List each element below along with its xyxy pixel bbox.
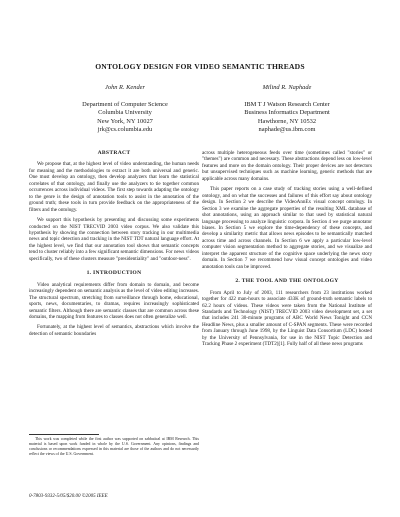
author-block-naphade (212, 84, 362, 135)
footnote: This work was completed while the first author was supported on sabbatical at IBM Research. This material is based upon work funded in whole by the U.S. Government. Any opinions, findings and conclusions or recommendations expressed in this material are those of the authors and do not necessarily reflect the views of the U.S. Government. (29, 437, 199, 457)
author-affiliation: Columbia University (98, 109, 152, 117)
abstract-paragraph: We propose that, at the highest level of video understanding, the human needs for meaning and the methodologies to extract it are both universal and generic. One must develop an ontology, then develop analyzers that learn the statistical correlates of that ontology, and finally use the analyzers to tie together common occurrences across individual videos. The first step towards adapting the ontology to the genre is the design of annotation tools to assist in the annotation of the ground truth; these tools in turn provide feedback on the appropriateness of the filters and the ontology. (29, 161, 199, 213)
author-block-kender (50, 84, 200, 135)
introduction-heading: 1. INTRODUCTION (86, 270, 142, 277)
introduction-paragraph: Video analytical requirements differ from domain to domain, and become increasingly dependent on semantic analysis as the level of video editing increases. The structural spectrum, stretching from surveillance through home, educational, sports, news, documentaries, to dramas, requires increasingly sophisticated semantic filters. Although there are semantic classes that are common across these domains, the mapping from features to classes does not often generalize well. (29, 281, 199, 320)
tool-section-paragraph: From April to July of 2003, 111 researchers from 23 institutions worked together for 422 man-hours to associate 433K of ground-truth semantic labels to 62.2 hours of videos. These videos were taken from the National Institute of Standards and Technology (NIST) TRECVID 2003 video development set, a set that includes 241 30-minute programs of ABC World News Tonight and CCN Headline News, plus a smaller amount of C-SPAN segments. These were recorded from January through June 1998, by the Linguist Data Consortium (LDC) hosted by the University of Pennsylvania, for use in the NIST Topic Detection and Tracking Phase 2 experiment (TDT2)[1]. Fully half of all these news programs (202, 289, 372, 348)
author-location: Hawthorne, NY 10532 (257, 117, 317, 125)
abstract-paragraph: We support this hypothesis by presenting and discussing some experiments conducted on the NIST TRECVID 2003 video corpus. We also validate this hypothesis by showing the connection between story tracking in our multimedia news and topic detection and tracking in the NIST TDT natural language effort. At the highest level, we find that our annotation tool shows that semantic concepts tend to cluster reliably into a few significant semantic dimensions. For news videos specifically, two of these clusters measure "presidentiality" and "outdoor-ness". (29, 217, 199, 262)
author-name: Milind R. Naphade (262, 84, 312, 91)
introduction-paragraph: This paper reports on a case study of tracking stories using a well-defined ontology, and on what the successes and failures of this effort say about ontology design. In Section 2 we describe the VideoAnnEx visual concept ontology. In Section 3 we examine the aggregate properties of the resulting XML database of shot annotations, using an approach similar to that used by statistical natural language processing to analyze linguistic corpora. In Section 4 we purge annotator biases. In Section 5 we explore the time-dependency of these concepts, and develop a similarity metric that allows news episodes to be semantically matched across time and across channels. In Section 6 we apply a particular low-level computer vision segmentation method to aggregate stories, and we visualize and interpret the apparent structure of the cognitive space underlying the news story domain. In Section 7 we recommend how visual concept ontologies and video annotation tools can be improved. (202, 186, 372, 270)
author-email: jrk@cs.columbia.edu (97, 126, 153, 134)
left-column (29, 150, 199, 341)
author-dept: IBM T J Watson Research Center (244, 100, 330, 108)
tool-section-heading: 2. THE TOOL AND THE ONTOLOGY (235, 278, 339, 285)
author-location: New York, NY 10027 (97, 117, 153, 125)
right-column (202, 150, 372, 352)
author-name: John R. Kender (105, 84, 145, 91)
author-affiliation: Business Informatics Department (244, 109, 330, 117)
abstract-heading: ABSTRACT (97, 150, 131, 156)
author-dept: Department of Computer Science (82, 100, 168, 108)
introduction-continued-paragraph: across multiple heterogeneous feeds over time (sometimes called "stories" or "themes") are common and necessary. These abstractions depend less on low-level features and more on the domain ontology. Their proper devices are not detectors but unsupervised techniques such as machine learning, generic methods that are applicable across many domains. (202, 150, 372, 182)
paper-title: ONTOLOGY DESIGN FOR VIDEO SEMANTIC THREADS (95, 62, 305, 71)
author-email: naphade@us.ibm.com (258, 126, 316, 134)
introduction-paragraph: Fortunately, at the highest level of semantics, abstractions which involve the detection of semantic boundaries (29, 324, 199, 337)
copyright-footer: 0-7803-9332-5/05/$20.00 ©2005 IEEE (29, 494, 108, 499)
footnote-divider (29, 434, 99, 435)
